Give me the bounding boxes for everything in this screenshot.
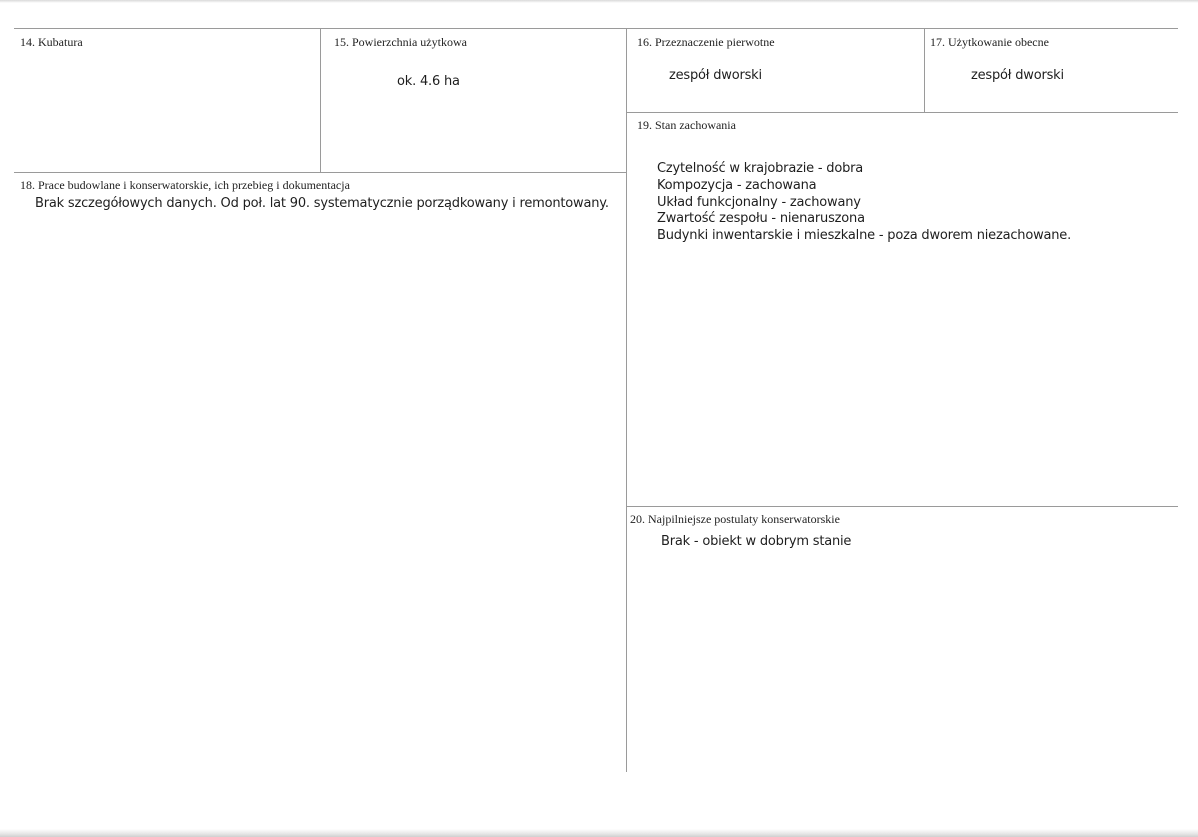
- field-16-label: 16. Przeznaczenie pierwotne: [637, 35, 775, 49]
- divider-16-17: [924, 28, 925, 112]
- condition-line: Czytelność w krajobrazie - dobra: [657, 161, 864, 176]
- field-19-label: 19. Stan zachowania: [637, 118, 736, 132]
- scan-edge-bottom: [0, 829, 1198, 837]
- field-17-value: zespół dworski: [971, 68, 1064, 83]
- field-19-condition-list: [657, 161, 1071, 245]
- field-17-label: 17. Użytkowanie obecne: [930, 35, 1049, 49]
- scan-edge-top: [0, 0, 1198, 3]
- divider-19-20: [626, 506, 1178, 507]
- field-14-label: 14. Kubatura: [20, 35, 83, 49]
- condition-line: Budynki inwentarskie i mieszkalne - poza dworem niezachowane.: [657, 228, 1072, 244]
- condition-line: Układ funkcjonalny - zachowany: [657, 194, 861, 210]
- divider-14-18: [14, 172, 626, 173]
- field-15-label: 15. Powierzchnia użytkowa: [334, 35, 467, 49]
- field-18-label: 18. Prace budowlane i konserwatorskie, ich przebieg i dokumentacja: [20, 178, 350, 192]
- divider-left-right: [626, 28, 627, 772]
- field-20-value: Brak - obiekt w dobrym stanie: [661, 534, 852, 549]
- field-16-value: zespół dworski: [669, 68, 762, 83]
- condition-line: Kompozycja - zachowana: [657, 177, 817, 193]
- divider-14-15: [320, 28, 321, 172]
- field-20-label: 20. Najpilniejsze postulaty konserwatorskie: [630, 512, 840, 526]
- field-15-value: ok. 4.6 ha: [397, 74, 460, 89]
- divider-16-19: [626, 112, 1178, 113]
- condition-line: Zwartość zespołu - nienaruszona: [657, 211, 865, 227]
- form-top-border: [14, 28, 1178, 29]
- field-18-value: Brak szczegółowych danych. Od poł. lat 90. systematycznie porządkowany i remontowany.: [35, 196, 609, 211]
